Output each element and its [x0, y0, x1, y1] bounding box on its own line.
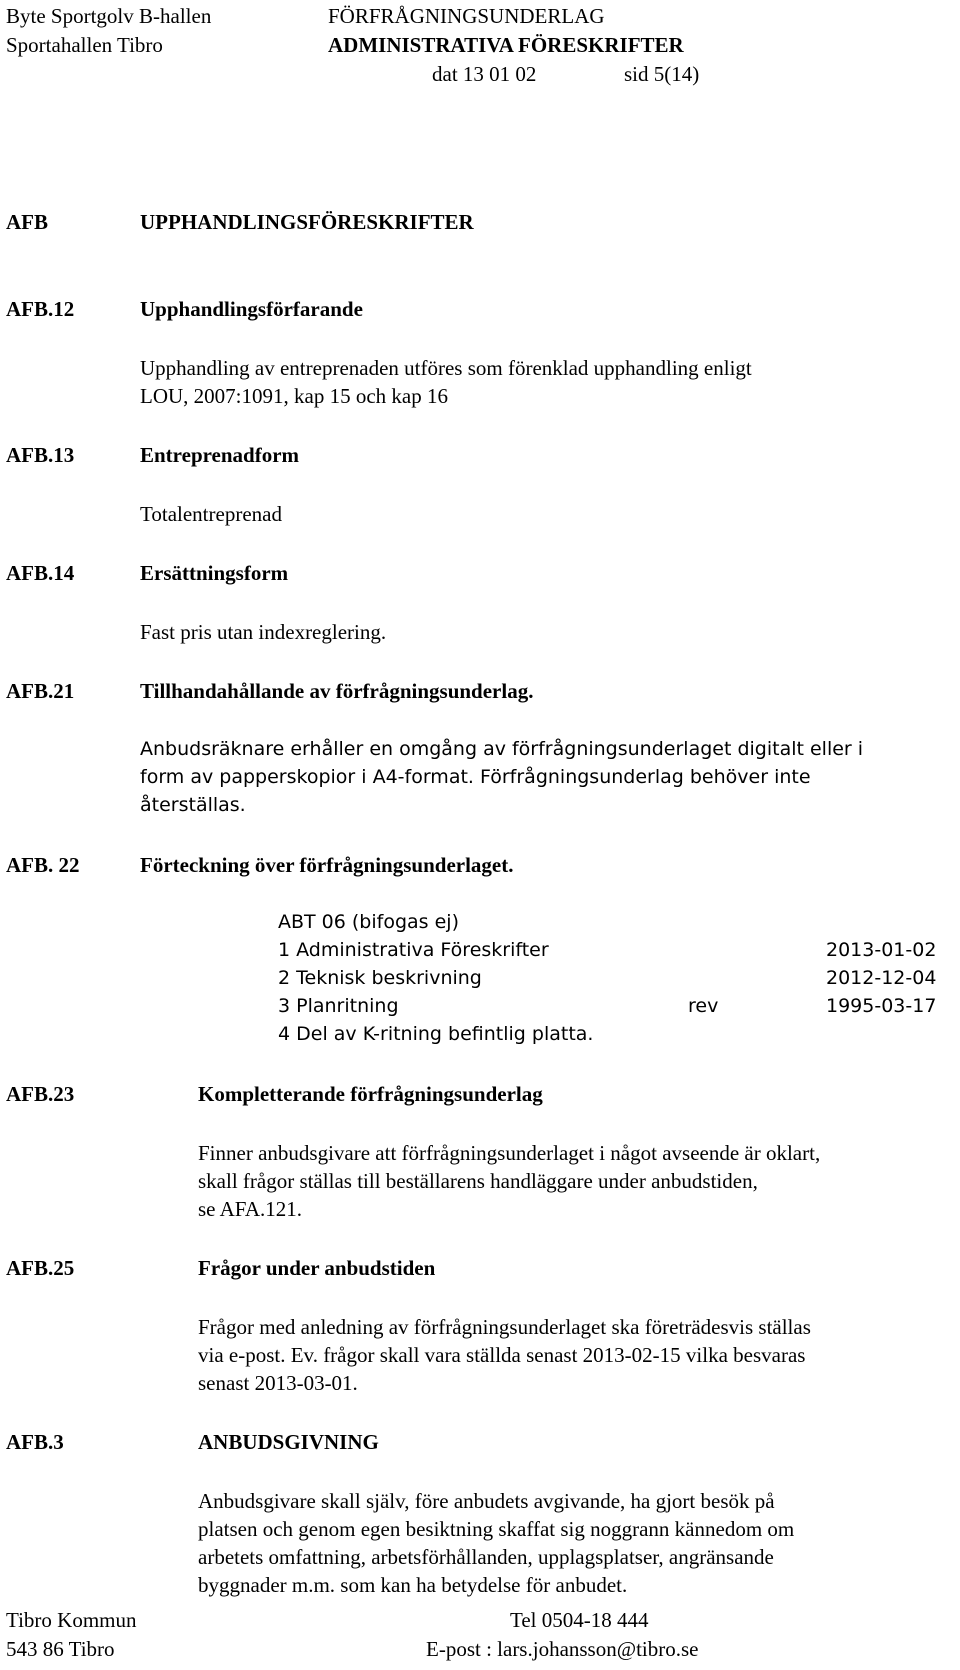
section-code-afb3: AFB.3 — [6, 1430, 64, 1454]
section-text-afb25-line3: senast 2013-03-01. — [198, 1371, 358, 1395]
section-code-afb: AFB — [6, 210, 48, 234]
section-text-afb3-line3: arbetets omfattning, arbetsförhållanden, upplagsplatser, angränsande — [198, 1545, 774, 1569]
footer-phone: Tel 0504-18 444 — [510, 1608, 649, 1632]
footer-email: E-post : lars.johansson@tibro.se — [426, 1637, 699, 1661]
section-text-afb14: Fast pris utan indexreglering. — [140, 620, 387, 644]
list-item-name: 3 Planritning — [278, 995, 399, 1017]
list-item-date: 2013-01-02 — [826, 939, 937, 961]
section-text-afb25-line2: via e-post. Ev. frågor skall vara ställda senast 2013-02-15 vilka besvaras — [198, 1343, 806, 1367]
section-title-afb25: Frågor under anbudstiden — [198, 1256, 436, 1280]
list-item-name: 2 Teknisk beskrivning — [278, 967, 482, 989]
section-title-afb14: Ersättningsform — [140, 561, 289, 585]
section-text-afb21-line2: form av papperskopior i A4-format. Förfrågningsunderlag behöver inte — [140, 766, 811, 788]
section-code-afb22: AFB. 22 — [6, 853, 80, 877]
section-code-afb25: AFB.25 — [6, 1256, 75, 1280]
section-title-afb3: ANBUDSGIVNING — [198, 1430, 379, 1454]
section-text-afb12-line1: Upphandling av entreprenaden utföres som förenklad upphandling enligt — [140, 356, 752, 380]
header-date: dat 13 01 02 — [432, 62, 537, 86]
section-title-afb: UPPHANDLINGSFÖRESKRIFTER — [140, 210, 474, 234]
section-text-afb23-line2: skall frågor ställas till beställarens handläggare under anbudstiden, — [198, 1169, 758, 1193]
section-code-afb12: AFB.12 — [6, 297, 75, 321]
header-doc-type: FÖRFRÅGNINGSUNDERLAG — [328, 4, 605, 28]
header-doc-title: ADMINISTRATIVA FÖRESKRIFTER — [328, 33, 684, 57]
footer-address: 543 86 Tibro — [6, 1637, 115, 1661]
section-title-afb13: Entreprenadform — [140, 443, 300, 467]
section-text-afb3-line1: Anbudsgivare skall själv, före anbudets avgivande, ha gjort besök på — [198, 1489, 775, 1513]
header-project: Byte Sportgolv B-hallen — [6, 4, 212, 28]
section-code-afb21: AFB.21 — [6, 679, 75, 703]
section-text-afb3-line2: platsen och genom egen besiktning skaffat sig noggrann kännedom om — [198, 1517, 795, 1541]
list-item-rev: rev — [688, 995, 719, 1017]
section-text-afb21-line3: återställas. — [140, 794, 246, 816]
section-title-afb23: Kompletterande förfrågningsunderlag — [198, 1082, 543, 1106]
footer-organization: Tibro Kommun — [6, 1608, 137, 1632]
list-item-name: 4 Del av K-ritning befintlig platta. — [278, 1023, 594, 1045]
list-item-name: 1 Administrativa Föreskrifter — [278, 939, 549, 961]
section-text-afb23-line1: Finner anbudsgivare att förfrågningsunderlaget i något avseende är oklart, — [198, 1141, 821, 1165]
list-item-date: 2012-12-04 — [826, 967, 937, 989]
header-page-number: sid 5(14) — [624, 62, 700, 86]
section-text-afb12-line2: LOU, 2007:1091, kap 15 och kap 16 — [140, 384, 448, 408]
section-title-afb21: Tillhandahållande av förfrågningsunderlag. — [140, 679, 534, 703]
section-text-afb13: Totalentreprenad — [140, 502, 282, 526]
section-text-afb21-line1: Anbudsräknare erhåller en omgång av förfrågningsunderlaget digitalt eller i — [140, 738, 864, 760]
list-item-name: ABT 06 (bifogas ej) — [278, 911, 459, 933]
section-text-afb23-line3: se AFA.121. — [198, 1197, 303, 1221]
section-text-afb3-line4: byggnader m.m. som kan ha betydelse för anbudet. — [198, 1573, 628, 1597]
header-location: Sportahallen Tibro — [6, 33, 163, 57]
section-title-afb22: Förteckning över förfrågningsunderlaget. — [140, 853, 514, 877]
section-code-afb13: AFB.13 — [6, 443, 75, 467]
section-title-afb12: Upphandlingsförfarande — [140, 297, 363, 321]
section-code-afb14: AFB.14 — [6, 561, 75, 585]
section-code-afb23: AFB.23 — [6, 1082, 75, 1106]
list-item-date: 1995-03-17 — [826, 995, 937, 1017]
section-text-afb25-line1: Frågor med anledning av förfrågningsunderlaget ska företrädesvis ställas — [198, 1315, 811, 1339]
